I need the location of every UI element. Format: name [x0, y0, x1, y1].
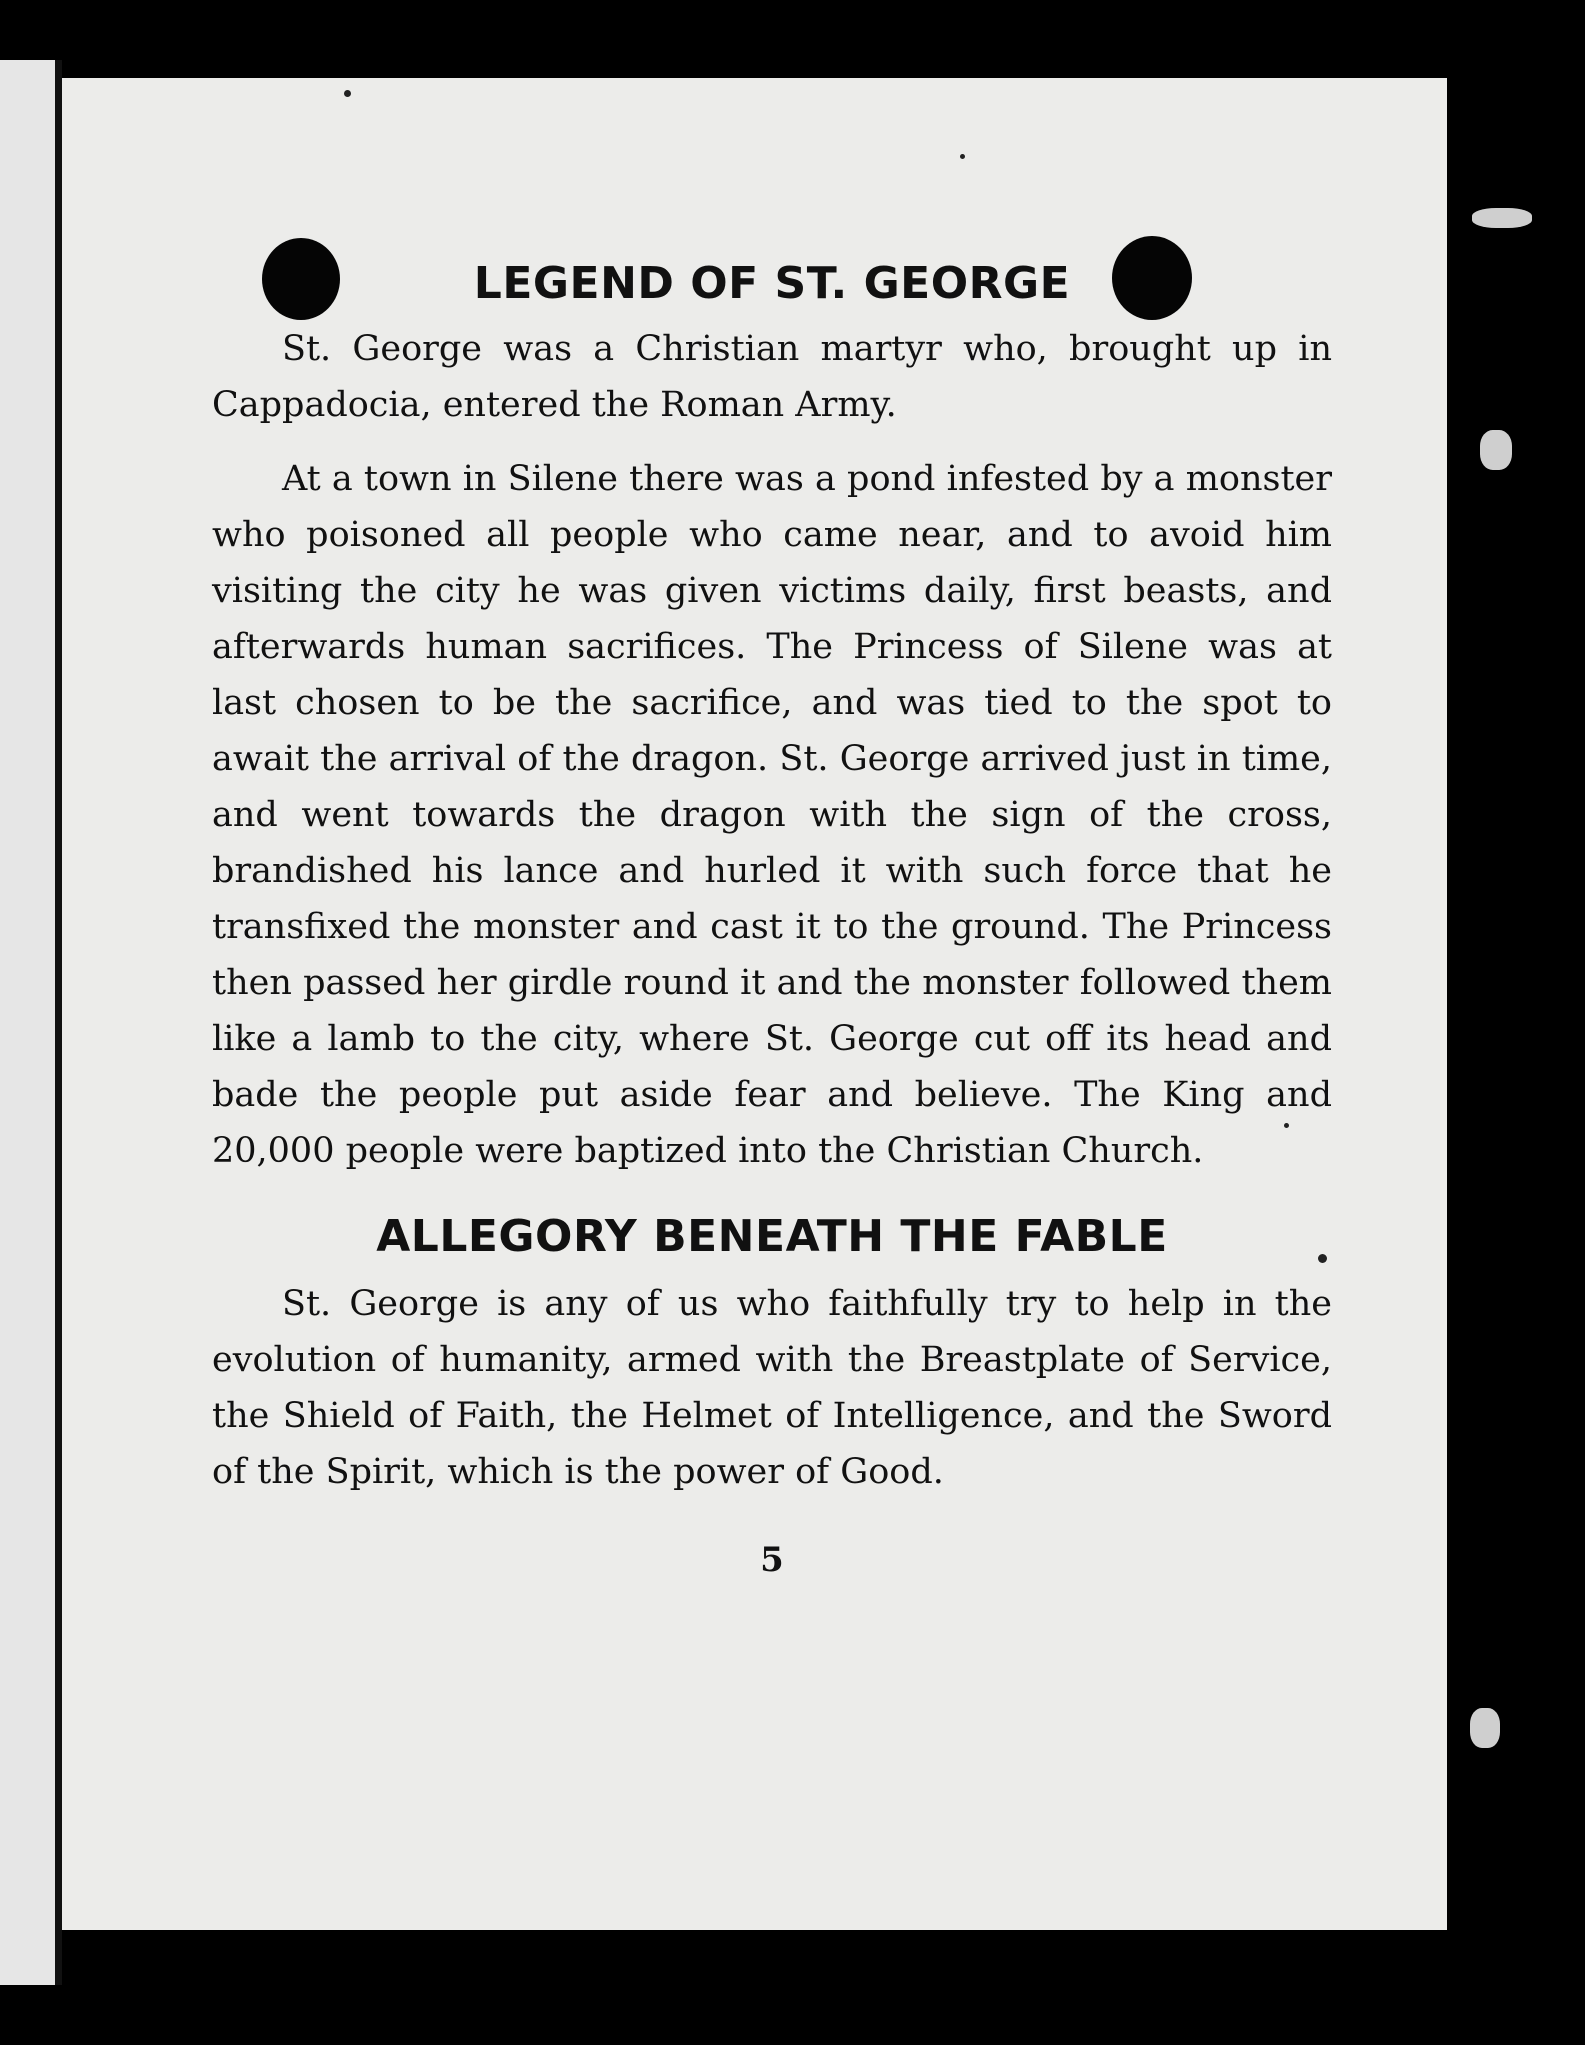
- facing-page-edge: [0, 60, 62, 1985]
- scan-speck: [344, 90, 351, 97]
- scan-artifact: [1470, 1708, 1500, 1748]
- heading-legend: LEGEND OF ST. GEORGE: [473, 258, 1071, 309]
- document-page: [62, 78, 1447, 1930]
- paragraph-legend: At a town in Silene there was a pond infested by a monster who poisoned all people who came near, and to avoid him visiting the city he was given victims daily, first beasts, and afterwards human sacrifices. The Princess of Silene was at last chosen to be the sacrifice, and was tied to the spot to await the arrival of the dragon. St. George arrived just in time, and went towards the dragon with the sign of the cross, brandished his lance and hurled it with such force that he transfixed the monster and cast it to the ground. The Princess then passed her girdle round it and the monster followed them like a lamb to the city, where St. George cut off its head and bade the people put aside fear and believe. The King and 20,000 people were baptized into the Christian Church.: [212, 459, 1332, 1171]
- scan-artifact: [1472, 208, 1532, 228]
- paragraph-intro: St. George was a Christian martyr who, brought up in Cappadocia, entered the Roman Army.: [212, 329, 1332, 425]
- page-number: 5: [760, 1540, 784, 1580]
- paragraph-allegory: St. George is any of us who faithfully try to help in the evolution of humanity, armed with the Breastplate of Service, the Shield of Faith, the Helmet of Intelligence, and the Sword of the Spirit, which is the power of Good.: [212, 1284, 1332, 1492]
- heading-allegory: ALLEGORY BENEATH THE FABLE: [376, 1211, 1168, 1262]
- scan-speck: [960, 154, 965, 159]
- page-content: [212, 258, 1332, 1580]
- gutter-rule: [55, 60, 62, 1985]
- scan-artifact: [1480, 430, 1512, 470]
